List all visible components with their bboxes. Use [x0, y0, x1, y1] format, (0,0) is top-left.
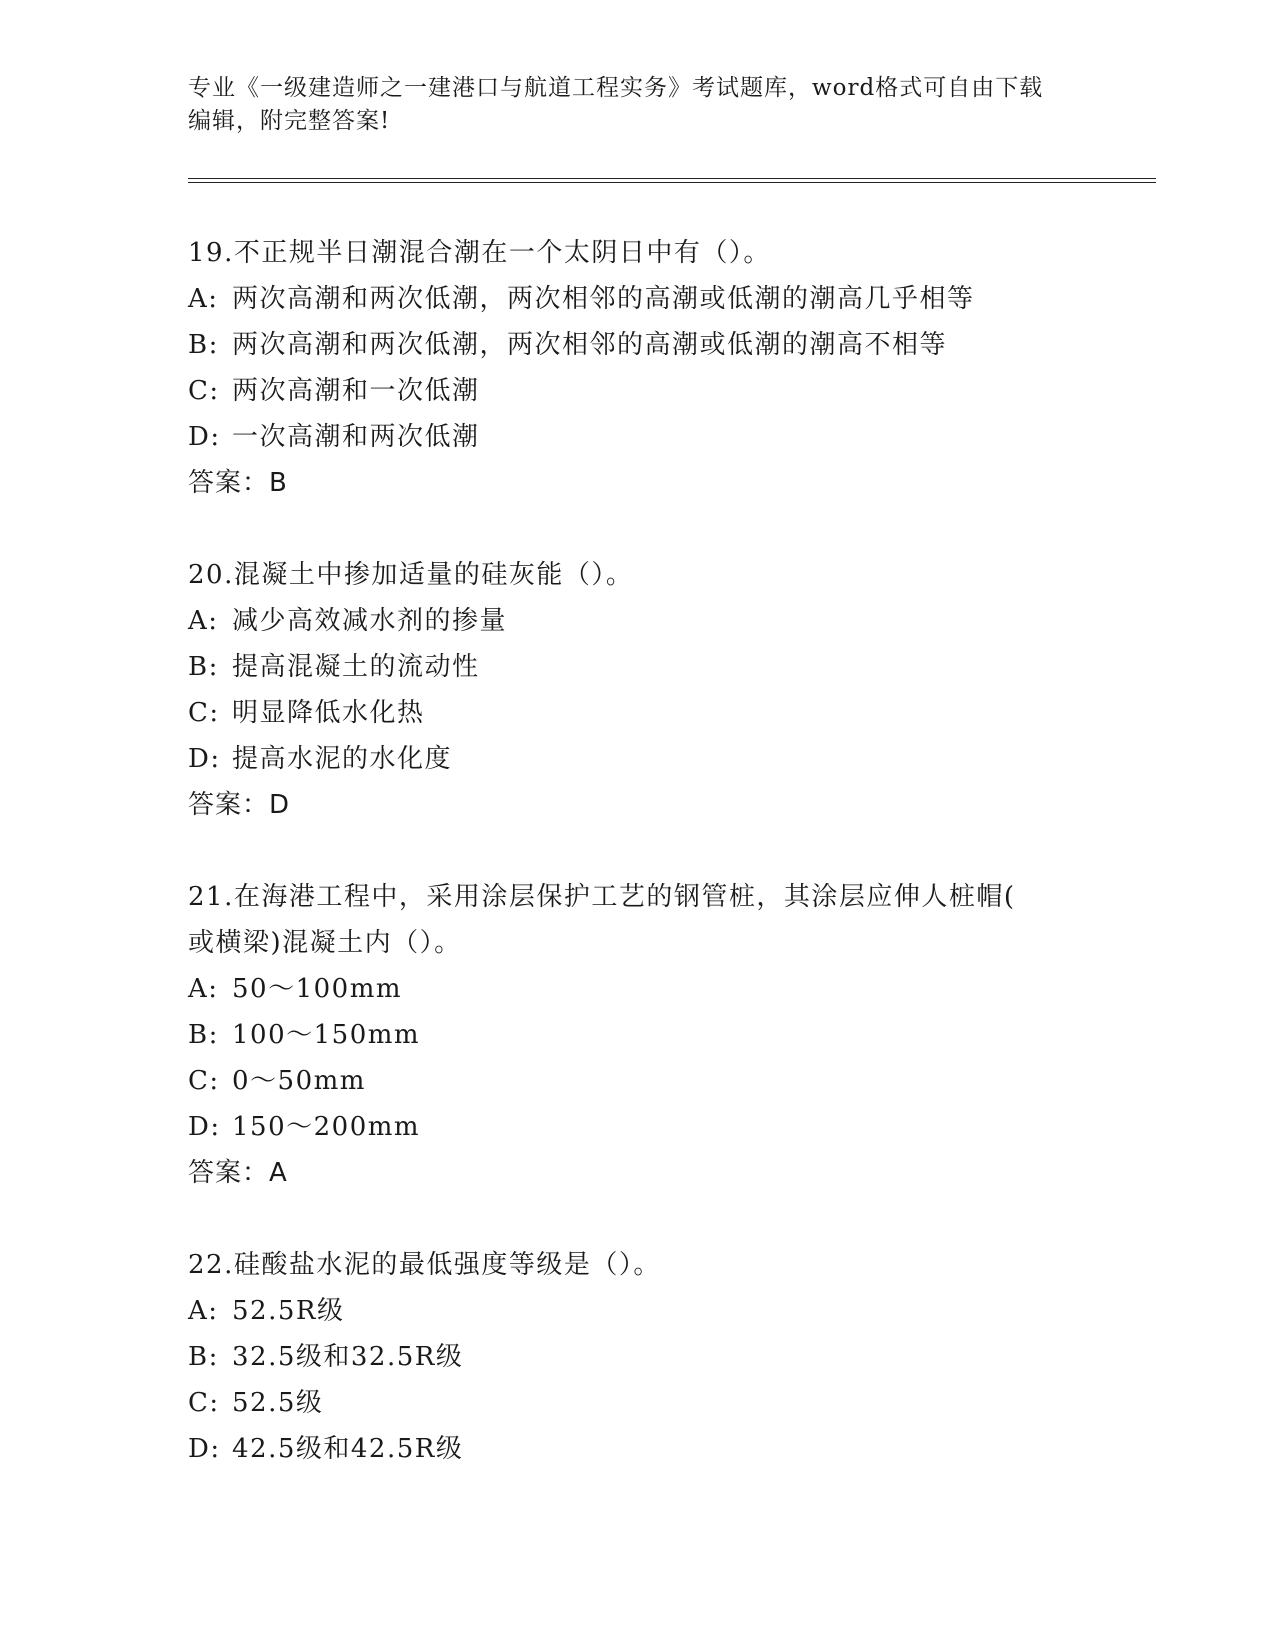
- option-text: 150～200mm: [232, 1112, 421, 1142]
- question-stem: 22.硅酸盐水泥的最低强度等级是（）。: [188, 1250, 661, 1280]
- option-text: 明显降低水化热: [232, 698, 425, 728]
- option-label: C:: [188, 1066, 220, 1096]
- option-label: B:: [188, 1020, 219, 1050]
- option-label: A:: [188, 284, 219, 314]
- option-label: D:: [188, 422, 221, 452]
- option-text: 提高水泥的水化度: [232, 744, 453, 774]
- option-text: 52.5级: [232, 1388, 324, 1418]
- option-c: [188, 368, 1088, 414]
- question-19: [188, 230, 1088, 506]
- option-text: 两次高潮和两次低潮，两次相邻的高潮或低潮的潮高几乎相等: [232, 284, 975, 314]
- option-b: [188, 644, 1088, 690]
- option-text: 52.5R级: [232, 1296, 345, 1326]
- question-stem-line-1: 21.在海港工程中，采用涂层保护工艺的钢管桩，其涂层应伸人桩帽(: [188, 882, 1016, 912]
- option-a: [188, 1288, 1088, 1334]
- option-d: [188, 736, 1088, 782]
- option-d: [188, 414, 1088, 460]
- option-d: [188, 1426, 1088, 1472]
- option-a: [188, 276, 1088, 322]
- option-label: B:: [188, 1342, 219, 1372]
- option-label: A:: [188, 606, 219, 636]
- header-line-2: 编辑，附完整答案!: [188, 108, 391, 134]
- option-label: A:: [188, 1296, 219, 1326]
- option-text: 一次高潮和两次低潮: [232, 422, 480, 452]
- option-text: 减少高效减水剂的掺量: [232, 606, 508, 636]
- option-text: 42.5级和42.5R级: [232, 1434, 464, 1464]
- option-text: 两次高潮和一次低潮: [232, 376, 480, 406]
- question-stem-line-2: 或横梁)混凝土内（）。: [188, 928, 462, 958]
- option-label: A:: [188, 974, 219, 1004]
- option-text: 两次高潮和两次低潮，两次相邻的高潮或低潮的潮高不相等: [232, 330, 948, 360]
- question-21: [188, 874, 1088, 1196]
- option-text: 0～50mm: [232, 1066, 366, 1096]
- option-label: B:: [188, 330, 219, 360]
- question-20: [188, 552, 1088, 828]
- question-stem: 19.不正规半日潮混合潮在一个太阴日中有（）。: [188, 238, 771, 268]
- option-label: C:: [188, 376, 220, 406]
- option-b: [188, 1012, 1088, 1058]
- option-label: D:: [188, 1112, 221, 1142]
- option-label: C:: [188, 1388, 220, 1418]
- answer: 答案：A: [188, 1158, 288, 1188]
- document-header: [188, 72, 1088, 138]
- option-label: B:: [188, 652, 219, 682]
- header-rule-bottom: [188, 182, 1156, 183]
- option-text: 50～100mm: [232, 974, 403, 1004]
- option-d: [188, 1104, 1088, 1150]
- question-22: [188, 1242, 1088, 1472]
- option-text: 提高混凝土的流动性: [232, 652, 480, 682]
- answer: 答案：B: [188, 468, 288, 498]
- question-stem: 20.混凝土中掺加适量的硅灰能（）。: [188, 560, 634, 590]
- option-label: D:: [188, 744, 221, 774]
- option-b: [188, 322, 1088, 368]
- option-a: [188, 966, 1088, 1012]
- header-line-1: 专业《一级建造师之一建港口与航道工程实务》考试题库，word格式可自由下载: [188, 75, 1044, 101]
- option-c: [188, 1380, 1088, 1426]
- header-rule-top: [188, 178, 1156, 179]
- option-text: 32.5级和32.5R级: [232, 1342, 464, 1372]
- option-c: [188, 1058, 1088, 1104]
- option-c: [188, 690, 1088, 736]
- option-text: 100～150mm: [232, 1020, 421, 1050]
- option-label: C:: [188, 698, 220, 728]
- option-a: [188, 598, 1088, 644]
- answer: 答案：D: [188, 790, 291, 820]
- option-b: [188, 1334, 1088, 1380]
- option-label: D:: [188, 1434, 221, 1464]
